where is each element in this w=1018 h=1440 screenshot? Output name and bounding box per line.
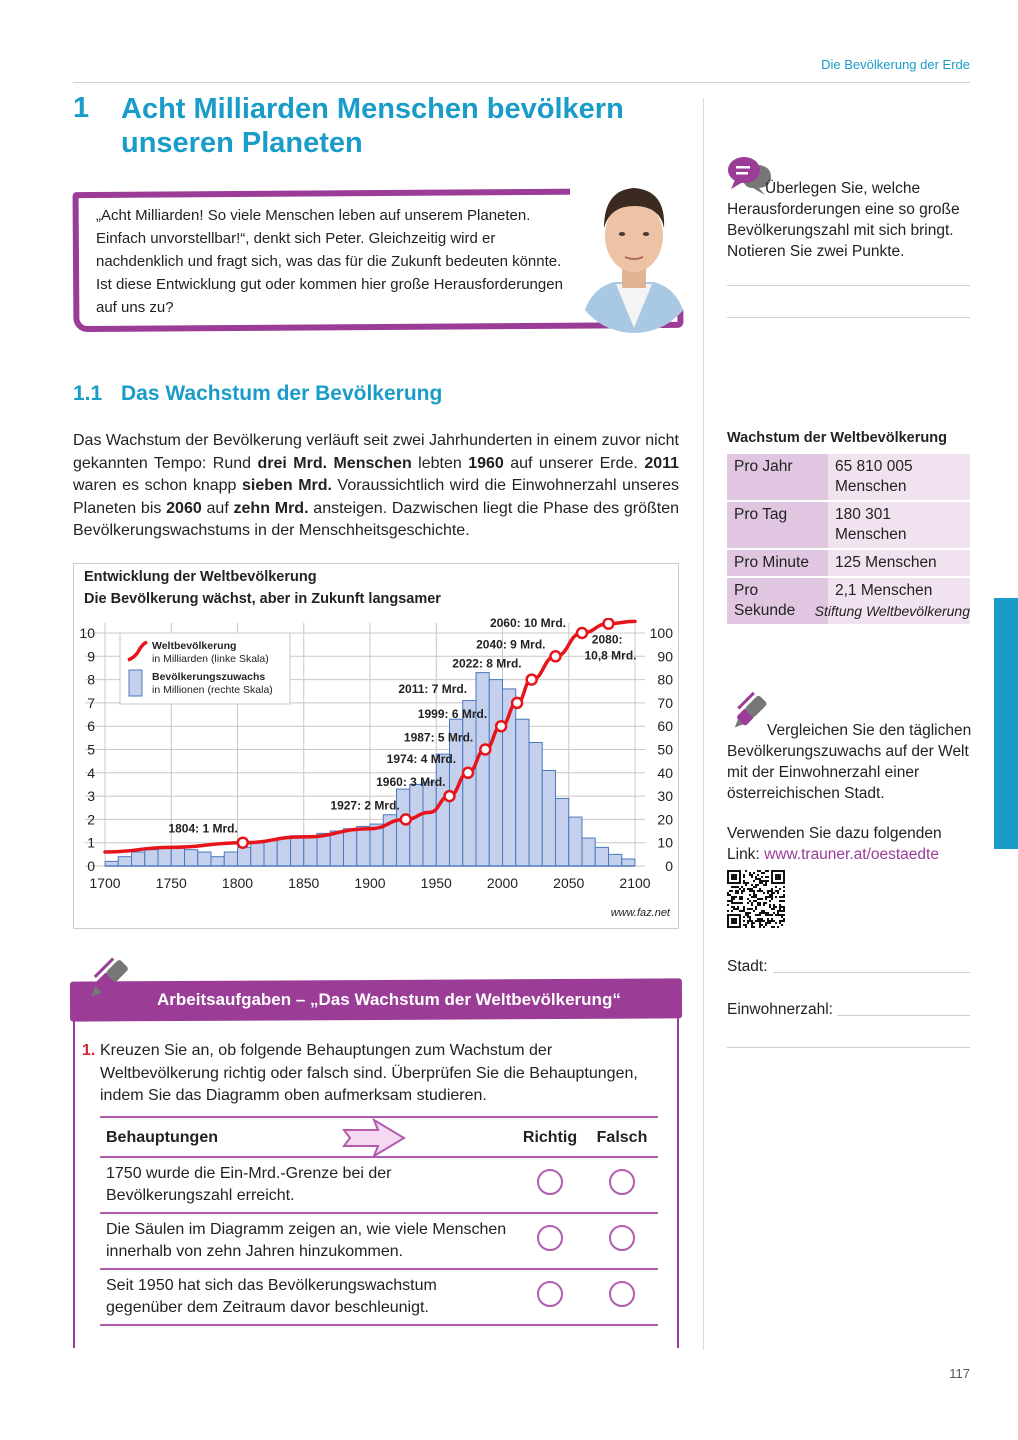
milestone-label: 1999: 6 Mrd. (417, 707, 488, 722)
bar (277, 838, 290, 866)
radio-correct[interactable] (537, 1281, 563, 1307)
task-number: 1. (82, 1042, 96, 1059)
milestone-label: 1960: 3 Mrd. (376, 775, 446, 790)
emphasis-text: 2060 (166, 499, 202, 517)
paragraph-text: auf unserer Erde. (503, 454, 645, 472)
bar (224, 852, 237, 866)
header-wrong: Falsch (586, 1117, 658, 1157)
bar (198, 852, 211, 866)
chart-source: www.faz.net (610, 907, 670, 919)
task-instruction: Kreuzen Sie an, ob folgende Behauptungen zum Wachstum der Weltbevölkerung richtig oder falsch sind. Überprüfen Sie die Behauptungen, indem Sie das Diagramm oben aufmerksam studieren. (100, 1042, 638, 1104)
radio-wrong[interactable] (609, 1225, 635, 1251)
header-statements: Behauptungen (100, 1117, 514, 1157)
bar (291, 836, 304, 866)
bar (476, 673, 489, 866)
milestone-label: 1974: 4 Mrd. (386, 751, 457, 766)
milestone-label: 2080: (591, 632, 623, 647)
bar (463, 701, 476, 866)
x-tick-label: 1950 (420, 875, 452, 891)
x-tick-label: 1800 (221, 875, 254, 891)
chapter-tab-marker (994, 598, 1018, 849)
milestone-marker (604, 619, 614, 629)
milestone-label: 2040: 9 Mrd. (476, 637, 546, 652)
paragraph-text: Voraussichtlich wird die Einwohnerzahl unseres Planeten bis (73, 477, 680, 517)
bar (344, 829, 357, 866)
emphasis-text: zehn Mrd. (233, 499, 309, 517)
extra-answer-line[interactable] (727, 1047, 970, 1048)
bar (436, 754, 449, 866)
bar (211, 857, 224, 866)
bar (622, 859, 635, 866)
y-right-tick-label: 20 (657, 811, 673, 828)
x-tick-label: 1700 (89, 875, 121, 891)
y-left-tick-label: 9 (87, 648, 95, 665)
milestone-marker (445, 791, 455, 801)
arrow-right-icon (342, 1118, 406, 1158)
y-left-tick-label: 3 (87, 788, 95, 805)
stats-label: Pro Jahr (727, 454, 828, 500)
answer-line-1[interactable] (727, 285, 970, 286)
emphasis-text: 1960 (468, 454, 504, 472)
milestone-label: 1927: 2 Mrd. (330, 798, 400, 813)
answer-line-2[interactable] (727, 317, 970, 318)
statement-text: Die Säulen im Diagramm zeigen an, wie viele Menschen innerhalb von zehn Jahren hinzukommen. (100, 1213, 514, 1269)
x-tick-label: 2050 (553, 875, 585, 891)
stats-value: 65 810 005 Menschen (828, 454, 970, 500)
bar (423, 782, 436, 866)
population-input[interactable] (837, 1015, 970, 1016)
stats-value: 180 301 Menschen (828, 502, 970, 548)
milestone-marker (512, 698, 522, 708)
milestone-marker (496, 721, 506, 731)
y-right-tick-label: 10 (657, 834, 673, 851)
radio-wrong[interactable] (609, 1169, 635, 1195)
statement-text: 1750 wurde die Ein-Mrd.-Grenze bei der Bevölkerungszahl erreicht. (100, 1157, 514, 1213)
milestone-marker (551, 651, 561, 661)
header-correct: Richtig (514, 1117, 586, 1157)
bar (185, 850, 198, 866)
legend-detail: in Milliarden (linke Skala) (152, 653, 269, 665)
stats-table (727, 452, 970, 626)
y-left-tick-label: 1 (87, 834, 95, 851)
stats-row (727, 550, 970, 576)
milestone-label: 2060: 10 Mrd. (489, 618, 566, 630)
bar (158, 847, 171, 866)
milestone-marker (527, 675, 537, 685)
section-number: 1.1 (73, 382, 103, 405)
stats-row (727, 502, 970, 548)
bar (317, 833, 330, 866)
milestone-label: 1804: 1 Mrd. (168, 821, 238, 836)
radio-wrong[interactable] (609, 1281, 635, 1307)
milestone-label: 10,8 Mrd. (584, 648, 637, 663)
intro-quote: „Acht Milliarden! So viele Menschen leben auf unserem Planeten. Einfach unvorstellbar!“, denkt sich Peter. Gleichzeitig wird er nachdenklich und fragt sich, was das für die Zukunft bedeuten könnte. Ist diese Entwicklung gut oder kommen hier große Herausforderungen auf uns zu? (96, 207, 563, 316)
statement-text: Seit 1950 hat sich das Bevölkerungswachstum gegenüber dem Zeitraum davor beschleunigt. (100, 1269, 514, 1325)
bar (489, 680, 502, 866)
page-number: 117 (949, 1366, 970, 1381)
x-tick-label: 2000 (486, 875, 519, 891)
running-head: Die Bevölkerung der Erde (821, 57, 970, 72)
chapter-title: Acht Milliarden Menschen bevölkern unseren Planeten (121, 93, 624, 159)
milestone-label: 1987: 5 Mrd. (403, 730, 474, 745)
y-right-tick-label: 100 (649, 625, 673, 641)
table-row (100, 1269, 658, 1325)
y-left-tick-label: 5 (87, 741, 95, 758)
y-right-tick-label: 80 (657, 671, 673, 688)
stats-label: Pro Sekunde (727, 578, 828, 624)
population-chart (76, 618, 676, 903)
paragraph-text: auf (201, 499, 234, 517)
link-prefix: Verwenden Sie dazu folgenden Link: (727, 825, 942, 863)
y-right-tick-label: 90 (657, 648, 673, 665)
bar (516, 719, 529, 866)
discussion-prompt: Überlegen Sie, welche Herausforderungen eine so große Bevölkerungszahl mit sich bringt. Notieren Sie zwei Punkte. (727, 180, 960, 260)
milestone-marker (577, 628, 587, 638)
bar (357, 826, 370, 866)
table-row (100, 1213, 658, 1269)
y-right-tick-label: 0 (665, 858, 673, 874)
stats-label: Pro Tag (727, 502, 828, 548)
y-left-tick-label: 8 (87, 671, 95, 688)
city-label: Stadt: (727, 958, 768, 975)
bar (251, 843, 264, 866)
bar (542, 770, 555, 866)
chart-title: Entwicklung der Weltbevölkerung (84, 569, 317, 585)
legend-label: Weltbevölkerung (152, 640, 237, 652)
tasks-title: Arbeitsaufgaben – „Das Wachstum der Weltbevölkerung“ (157, 990, 621, 1009)
bar (304, 836, 317, 866)
legend-detail: in Millionen (rechte Skala) (152, 684, 273, 696)
stats-label: Pro Minute (727, 550, 828, 576)
bar (569, 817, 582, 866)
bar (238, 847, 251, 866)
chart-subtitle: Die Bevölkerung wächst, aber in Zukunft langsamer (84, 591, 441, 607)
chapter-number: 1 (73, 92, 90, 124)
paragraph-text: lebten (411, 454, 469, 472)
bar (595, 847, 608, 866)
y-left-tick-label: 0 (87, 858, 95, 874)
section-paragraph (73, 430, 679, 543)
emphasis-text: 2011 (644, 454, 680, 472)
y-left-tick-label: 10 (79, 625, 95, 641)
avatar (570, 178, 698, 333)
table-row (100, 1157, 658, 1213)
bar (264, 840, 277, 866)
bar (132, 852, 145, 866)
y-right-tick-label: 30 (657, 788, 673, 805)
city-input[interactable] (773, 972, 970, 973)
qr-code-icon[interactable] (727, 870, 785, 928)
trauner-link[interactable]: www.trauner.at/oestaedte (764, 846, 939, 863)
bar (582, 838, 595, 866)
pen-icon (80, 953, 140, 1003)
radio-correct[interactable] (537, 1225, 563, 1251)
stats-row (727, 454, 970, 500)
radio-correct[interactable] (537, 1169, 563, 1195)
bar (118, 857, 131, 866)
x-tick-label: 1750 (155, 875, 187, 891)
person-portrait-icon (570, 178, 698, 333)
y-left-tick-label: 7 (87, 694, 95, 711)
y-left-tick-label: 2 (87, 811, 95, 828)
bar (609, 854, 622, 866)
emphasis-text: drei Mrd. Menschen (257, 454, 412, 472)
stats-title: Wachstum der Weltbevölkerung (727, 430, 947, 446)
x-tick-label: 2100 (619, 875, 651, 891)
bar (410, 784, 423, 866)
milestone-marker (401, 814, 411, 824)
legend-bar-swatch (129, 670, 142, 696)
stats-value: 125 Menschen (828, 550, 970, 576)
stats-source: Stiftung Weltbevölkerung (814, 603, 970, 619)
y-left-tick-label: 6 (87, 718, 95, 735)
y-left-tick-label: 4 (87, 764, 95, 781)
emphasis-text: sieben Mrd. (241, 477, 332, 494)
compare-prompt: Vergleichen Sie den täglichen Bevölkerungszuwachs auf der Welt mit der Einwohnerzahl einer österreichischen Stadt. (727, 722, 972, 802)
bar (330, 831, 343, 866)
legend-label: Bevölkerungszuwachs (152, 671, 266, 683)
paragraph-text: Das Wachstum der Bevölkerung verläuft seit zwei Jahrhunderten in einem zuvor nicht gekannten Tempo: Rund (73, 432, 679, 472)
bar (145, 850, 158, 866)
link-paragraph (727, 823, 977, 865)
bar (529, 743, 542, 866)
bar (556, 798, 569, 866)
paragraph-text: waren es schon knapp (73, 477, 242, 494)
x-tick-label: 1900 (354, 875, 386, 891)
stats-value: 2,1 Menschen (828, 578, 970, 624)
bar (171, 847, 184, 866)
population-label: Einwohnerzahl: (727, 1001, 833, 1018)
y-right-tick-label: 50 (657, 741, 673, 758)
y-right-tick-label: 70 (657, 694, 673, 711)
milestone-label: 2011: 7 Mrd. (398, 681, 468, 696)
paragraph-text: ansteigen. Dazwischen liegt die Phase des größten Bevölkerungswachstums in der Menschheitsgeschichte. (73, 499, 680, 539)
section-title: Das Wachstum der Bevölkerung (121, 382, 443, 405)
column-divider (703, 98, 704, 1350)
milestone-label: 2022: 8 Mrd. (452, 656, 522, 671)
x-tick-label: 1850 (288, 875, 320, 891)
milestone-marker (463, 768, 473, 778)
milestone-marker (238, 838, 248, 848)
header-divider (73, 82, 970, 83)
milestone-marker (480, 745, 490, 755)
y-right-tick-label: 60 (657, 718, 673, 735)
y-right-tick-label: 40 (657, 764, 673, 781)
